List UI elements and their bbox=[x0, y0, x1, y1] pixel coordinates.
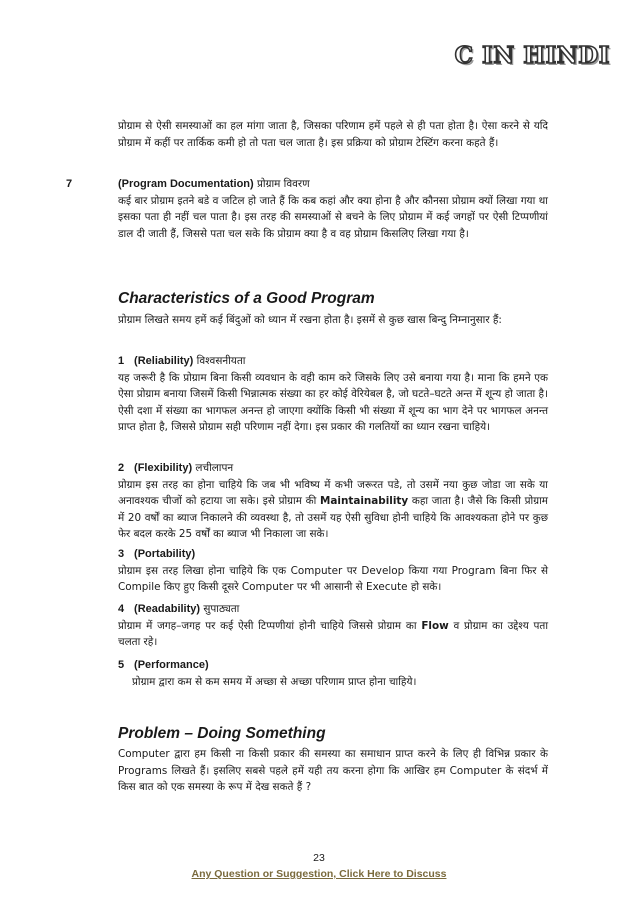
documentation-text: कई बार प्रोग्राम इतने बडे व जटिल हो जाते हैं कि कब कहां और क्या होना है और कौनसा प्रोग्राम क्यों लिखा गया था इसका पता ही नहीं चल पाता है। इस तरह की समस्याओं से बचने के लिए प्रोग्राम में कई जगहों पर ऐसी टिप्पणीयां डाल दी जाती हैं, जिससे पता चल सके कि प्रोग्राम क्या है व वह प्रोग्राम किसलिए लिखा गया है। bbox=[118, 194, 548, 240]
readability-text-a: प्रोग्राम में जगह–जगह पर कई ऐसी टिप्पणीयां होनी चाहिये जिससे प्रोग्राम का bbox=[118, 619, 422, 632]
flexibility-block bbox=[118, 460, 548, 543]
readability-title-hindi: सुपाठ्यता bbox=[203, 603, 240, 615]
portability-title: (Portability) bbox=[134, 548, 196, 560]
portability-block bbox=[118, 546, 548, 596]
portability-text: प्रोग्राम इस तरह लिखा होना चाहिये कि एक Computer पर Develop किया गया Program बिना फिर से Compile किए हुए किसी दूसरे Computer पर भी आसानी से Execute हो सके। bbox=[118, 564, 548, 594]
reliability-number: 1 bbox=[118, 355, 125, 367]
maintainability-term: Maintainability bbox=[320, 495, 409, 508]
flow-term: Flow bbox=[421, 619, 449, 632]
brand-title: C IN HINDI bbox=[454, 42, 610, 69]
documentation-title-hindi: प्रोग्राम विवरण bbox=[257, 178, 310, 190]
flexibility-title-hindi: लचीलापन bbox=[195, 462, 234, 474]
flexibility-text-a: प्रोग्राम इस तरह का होना चाहिये कि जब भी भविष्य में कभी जरूरत पडे, तो उसमें नया कुछ जोडा जा सके या अनावश्यक चीजों को हटाया जा सके। इसे प्रोग्राम की bbox=[118, 478, 548, 508]
readability-block bbox=[118, 601, 548, 651]
item-number-7: 7 bbox=[66, 178, 73, 190]
flexibility-title: (Flexibility) bbox=[134, 462, 193, 474]
reliability-text: यह जरूरी है कि प्रोग्राम बिना किसी व्यवधान के वही काम करे जिसके लिए उसे बनाया गया है। माना कि हमने एक ऐसा प्रोग्राम बनाया जिसमें किसी भिन्नात्मक संख्या का हर कोई वेरियेबल है, जो घटते–घटते अन्त में शून्य हो जाता है। ऐसी दशा में संख्या का भागफल अनन्त हो जाएगा क्योंकि किसी भी संख्या में शून्य का भाग देने पर भागफल अनन्त प्राप्त होता है, जिससे प्रोग्राम सही परिणाम नहीं देगा। इस प्रकार की गलतियों का ध्यान रखना चाहिये। bbox=[118, 371, 548, 434]
reliability-block bbox=[118, 353, 548, 436]
readability-text-b: व प्रोग्राम का उद्देश्य पता चलता रहे। bbox=[118, 619, 549, 649]
page-number: 23 bbox=[313, 852, 325, 864]
intro-paragraph: प्रोग्राम से ऐसी समस्याओं का हल मांगा जाता है, जिसका परिणाम हमें पहले से ही पता होता है। ऐसा करने से यदि प्रोग्राम में कहीं पर तार्किक कमी हो तो पता चल जाता है। इस प्रक्रिया को प्रोग्राम टेस्टिंग करना कहते हैं। bbox=[118, 120, 548, 149]
readability-title: (Readability) bbox=[134, 603, 201, 615]
performance-number: 5 bbox=[118, 659, 125, 671]
problem-paragraph: Computer द्वारा हम किसी ना किसी प्रकार की समस्या का समाधान प्राप्त करने के लिए ही विभिन्न प्रकार के Programs लिखते हैं। इसलिए सबसे पहले हमें यही तय करना होगा कि आखिर हम Computer के संदर्भ में किस बात को एक समस्या के रूप में देख सकते हैं ? bbox=[118, 748, 548, 794]
performance-text: प्रोग्राम द्वारा कम से कम समय में अच्छा से अच्छा परिणाम प्राप्त होना चाहिये। bbox=[132, 675, 417, 688]
section-heading-problem: Problem – Doing Something bbox=[118, 725, 326, 742]
documentation-block bbox=[118, 176, 548, 242]
reliability-title: (Reliability) bbox=[134, 355, 194, 367]
discuss-link[interactable]: Any Question or Suggestion, Click Here to Discuss bbox=[191, 868, 447, 880]
reliability-title-hindi: विश्वसनीयता bbox=[196, 355, 246, 367]
portability-number: 3 bbox=[118, 548, 125, 560]
readability-number: 4 bbox=[118, 603, 125, 615]
section-heading-characteristics: Characteristics of a Good Program bbox=[118, 290, 375, 307]
characteristics-intro: प्रोग्राम लिखते समय हमें कई बिंदुओं को ध्यान में रखना होता है। इसमें से कुछ खास बिन्दु निम्नानुसार हैं: bbox=[118, 314, 502, 326]
flexibility-number: 2 bbox=[118, 462, 125, 474]
performance-title: (Performance) bbox=[134, 659, 209, 671]
documentation-title: (Program Documentation) bbox=[118, 178, 254, 190]
performance-block bbox=[118, 657, 548, 690]
flexibility-text-b: कहा जाता है। जैसे कि किसी प्रोग्राम में 20 वर्षों का ब्याज निकालने की व्यवस्था है, तो उसमें यह ऐसी सुविधा होनी चाहिये कि आवश्यकता होने पर कुछ फेर बदल करके 25 वर्षों का ब्याज भी निकाला जा सके। bbox=[118, 495, 548, 541]
